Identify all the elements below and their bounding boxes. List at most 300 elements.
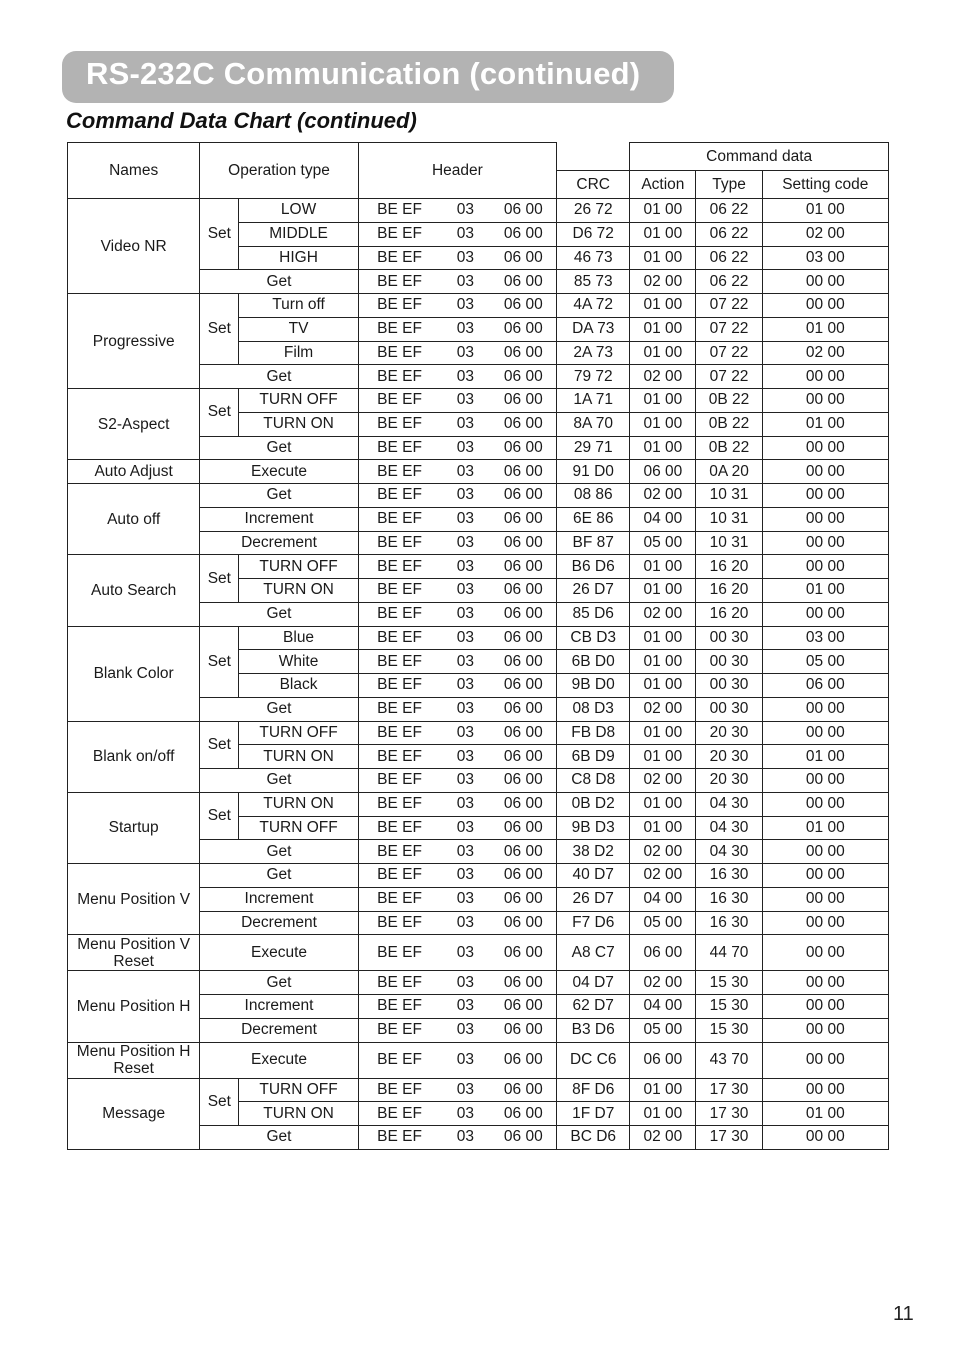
setting-code-value: 01 00 <box>762 1102 888 1126</box>
operation-set: Set <box>200 721 239 769</box>
header-byte-1: BE EF <box>358 864 440 888</box>
setting-code-value: 01 00 <box>762 745 888 769</box>
action-value: 01 00 <box>630 721 696 745</box>
header-byte-2: 03 <box>440 294 490 318</box>
setting-code-value: 00 00 <box>762 555 888 579</box>
action-value: 01 00 <box>630 199 696 223</box>
type-value: 17 30 <box>696 1102 762 1126</box>
crc-value: 29 71 <box>557 436 630 460</box>
operation-set: Set <box>200 389 239 437</box>
table-row <box>68 935 889 971</box>
header-byte-3: 06 00 <box>490 864 556 888</box>
action-value: 04 00 <box>630 995 696 1019</box>
table-row <box>68 555 889 579</box>
header-byte-3: 06 00 <box>490 626 556 650</box>
header-byte-2: 03 <box>440 650 490 674</box>
setting-code-value: 00 00 <box>762 365 888 389</box>
header-byte-3: 06 00 <box>490 721 556 745</box>
header-byte-2: 03 <box>440 792 490 816</box>
header-byte-3: 06 00 <box>490 816 556 840</box>
header-command-data: Command data <box>630 143 889 171</box>
setting-code-value: 00 00 <box>762 436 888 460</box>
operation-value: TURN OFF <box>239 816 358 840</box>
command-name: Message <box>68 1078 200 1149</box>
header-byte-2: 03 <box>440 1042 490 1078</box>
type-value: 16 30 <box>696 911 762 935</box>
crc-value: B6 D6 <box>557 555 630 579</box>
type-value: 00 30 <box>696 674 762 698</box>
action-value: 05 00 <box>630 1018 696 1042</box>
crc-value: 85 73 <box>557 270 630 294</box>
setting-code-value: 02 00 <box>762 222 888 246</box>
type-value: 0B 22 <box>696 436 762 460</box>
header-byte-3: 06 00 <box>490 745 556 769</box>
header-byte-3: 06 00 <box>490 995 556 1019</box>
table-row <box>68 1078 889 1102</box>
operation-value: TURN OFF <box>239 721 358 745</box>
header-byte-1: BE EF <box>358 935 440 971</box>
type-value: 20 30 <box>696 745 762 769</box>
header-byte-1: BE EF <box>358 1078 440 1102</box>
operation-type: Increment <box>200 995 358 1019</box>
setting-code-value: 00 00 <box>762 840 888 864</box>
setting-code-value: 00 00 <box>762 294 888 318</box>
header-crc: CRC <box>557 171 630 199</box>
header-byte-3: 06 00 <box>490 1126 556 1150</box>
operation-type: Get <box>200 602 358 626</box>
header-byte-3: 06 00 <box>490 840 556 864</box>
setting-code-value: 00 00 <box>762 507 888 531</box>
command-name: S2-Aspect <box>68 389 200 460</box>
header-byte-1: BE EF <box>358 911 440 935</box>
header-byte-1: BE EF <box>358 294 440 318</box>
crc-value: 6E 86 <box>557 507 630 531</box>
setting-code-value: 00 00 <box>762 602 888 626</box>
operation-set: Set <box>200 626 239 697</box>
crc-value: 26 D7 <box>557 887 630 911</box>
operation-type: Execute <box>200 460 358 484</box>
crc-value: A8 C7 <box>557 935 630 971</box>
action-value: 01 00 <box>630 341 696 365</box>
action-value: 01 00 <box>630 1102 696 1126</box>
command-name: Startup <box>68 792 200 863</box>
setting-code-value: 00 00 <box>762 887 888 911</box>
header-byte-3: 06 00 <box>490 389 556 413</box>
header-byte-3: 06 00 <box>490 412 556 436</box>
header-byte-2: 03 <box>440 1126 490 1150</box>
section-subtitle: Command Data Chart (continued) <box>66 108 417 133</box>
action-value: 06 00 <box>630 935 696 971</box>
action-value: 02 00 <box>630 602 696 626</box>
crc-value: 04 D7 <box>557 971 630 995</box>
header-byte-3: 06 00 <box>490 769 556 793</box>
header-byte-3: 06 00 <box>490 935 556 971</box>
header-byte-3: 06 00 <box>490 579 556 603</box>
type-value: 06 22 <box>696 199 762 223</box>
operation-value: TURN ON <box>239 745 358 769</box>
operation-type: Get <box>200 971 358 995</box>
operation-value: Turn off <box>239 294 358 318</box>
command-name: Blank on/off <box>68 721 200 792</box>
type-value: 17 30 <box>696 1126 762 1150</box>
action-value: 02 00 <box>630 769 696 793</box>
header-byte-2: 03 <box>440 317 490 341</box>
command-data-table <box>67 142 889 1150</box>
operation-type: Get <box>200 270 358 294</box>
header-byte-3: 06 00 <box>490 222 556 246</box>
type-value: 44 70 <box>696 935 762 971</box>
action-value: 01 00 <box>630 412 696 436</box>
setting-code-value: 00 00 <box>762 911 888 935</box>
setting-code-value: 05 00 <box>762 650 888 674</box>
type-value: 00 30 <box>696 626 762 650</box>
action-value: 01 00 <box>630 294 696 318</box>
header-byte-3: 06 00 <box>490 460 556 484</box>
operation-set: Set <box>200 294 239 365</box>
header-byte-1: BE EF <box>358 365 440 389</box>
header-byte-1: BE EF <box>358 887 440 911</box>
type-value: 15 30 <box>696 995 762 1019</box>
crc-value: 4A 72 <box>557 294 630 318</box>
setting-code-value: 00 00 <box>762 270 888 294</box>
action-value: 05 00 <box>630 531 696 555</box>
operation-set: Set <box>200 555 239 603</box>
operation-type: Get <box>200 864 358 888</box>
operation-set: Set <box>200 199 239 270</box>
header-byte-2: 03 <box>440 995 490 1019</box>
header-byte-1: BE EF <box>358 602 440 626</box>
header-byte-2: 03 <box>440 246 490 270</box>
action-value: 01 00 <box>630 1078 696 1102</box>
crc-value: 8F D6 <box>557 1078 630 1102</box>
header-byte-1: BE EF <box>358 507 440 531</box>
type-value: 0A 20 <box>696 460 762 484</box>
action-value: 02 00 <box>630 971 696 995</box>
action-value: 02 00 <box>630 270 696 294</box>
operation-value: TV <box>239 317 358 341</box>
type-value: 00 30 <box>696 650 762 674</box>
command-name-line-2: Reset <box>113 1060 154 1077</box>
header-byte-1: BE EF <box>358 579 440 603</box>
action-value: 01 00 <box>630 816 696 840</box>
header-byte-2: 03 <box>440 864 490 888</box>
header-byte-2: 03 <box>440 507 490 531</box>
setting-code-value: 00 00 <box>762 792 888 816</box>
crc-value: D6 72 <box>557 222 630 246</box>
crc-value: 8A 70 <box>557 412 630 436</box>
operation-type: Decrement <box>200 1018 358 1042</box>
type-value: 04 30 <box>696 792 762 816</box>
header-byte-3: 06 00 <box>490 602 556 626</box>
operation-value: Film <box>239 341 358 365</box>
header-byte-2: 03 <box>440 840 490 864</box>
header-row-1 <box>68 143 889 171</box>
command-name: Menu Position V <box>68 864 200 935</box>
header-byte-3: 06 00 <box>490 436 556 460</box>
header-byte-1: BE EF <box>358 650 440 674</box>
header-byte-1: BE EF <box>358 816 440 840</box>
header-byte-2: 03 <box>440 626 490 650</box>
action-value: 01 00 <box>630 579 696 603</box>
header-byte-1: BE EF <box>358 460 440 484</box>
header-byte-2: 03 <box>440 697 490 721</box>
header-byte-2: 03 <box>440 270 490 294</box>
header-byte-1: BE EF <box>358 995 440 1019</box>
setting-code-value: 00 00 <box>762 769 888 793</box>
header-byte-3: 06 00 <box>490 1102 556 1126</box>
action-value: 02 00 <box>630 365 696 389</box>
title-banner <box>62 51 674 103</box>
header-byte-2: 03 <box>440 887 490 911</box>
command-name <box>68 935 200 971</box>
action-value: 02 00 <box>630 864 696 888</box>
crc-value: 26 D7 <box>557 579 630 603</box>
header-byte-1: BE EF <box>358 971 440 995</box>
header-byte-2: 03 <box>440 602 490 626</box>
action-value: 01 00 <box>630 674 696 698</box>
crc-value: F7 D6 <box>557 911 630 935</box>
table-row <box>68 626 889 650</box>
header-byte-2: 03 <box>440 579 490 603</box>
operation-value: HIGH <box>239 246 358 270</box>
header-type: Type <box>696 171 762 199</box>
operation-value: MIDDLE <box>239 222 358 246</box>
header-byte-1: BE EF <box>358 840 440 864</box>
type-value: 0B 22 <box>696 412 762 436</box>
command-name-line-1: Menu Position V <box>77 935 191 953</box>
type-value: 15 30 <box>696 1018 762 1042</box>
operation-type: Get <box>200 840 358 864</box>
header-byte-1: BE EF <box>358 674 440 698</box>
crc-value: 2A 73 <box>557 341 630 365</box>
crc-value: 79 72 <box>557 365 630 389</box>
header-byte-2: 03 <box>440 436 490 460</box>
action-value: 01 00 <box>630 555 696 579</box>
crc-value: 91 D0 <box>557 460 630 484</box>
header-byte-3: 06 00 <box>490 365 556 389</box>
table-row <box>68 389 889 413</box>
type-value: 20 30 <box>696 721 762 745</box>
action-value: 02 00 <box>630 1126 696 1150</box>
type-value: 20 30 <box>696 769 762 793</box>
header-byte-1: BE EF <box>358 697 440 721</box>
action-value: 04 00 <box>630 887 696 911</box>
setting-code-value: 00 00 <box>762 995 888 1019</box>
header-byte-2: 03 <box>440 816 490 840</box>
action-value: 06 00 <box>630 460 696 484</box>
type-value: 10 31 <box>696 507 762 531</box>
header-byte-1: BE EF <box>358 341 440 365</box>
crc-value: C8 D8 <box>557 769 630 793</box>
header-byte-3: 06 00 <box>490 887 556 911</box>
header-byte-1: BE EF <box>358 721 440 745</box>
header-byte-1: BE EF <box>358 1042 440 1078</box>
operation-type: Increment <box>200 507 358 531</box>
action-value: 05 00 <box>630 911 696 935</box>
action-value: 01 00 <box>630 626 696 650</box>
header-byte-2: 03 <box>440 721 490 745</box>
type-value: 16 20 <box>696 602 762 626</box>
setting-code-value: 02 00 <box>762 341 888 365</box>
header-operation-type: Operation type <box>200 143 358 199</box>
setting-code-value: 00 00 <box>762 721 888 745</box>
header-byte-2: 03 <box>440 460 490 484</box>
header-byte-2: 03 <box>440 769 490 793</box>
type-value: 04 30 <box>696 840 762 864</box>
type-value: 0B 22 <box>696 389 762 413</box>
crc-value: 38 D2 <box>557 840 630 864</box>
action-value: 01 00 <box>630 317 696 341</box>
operation-value: TURN OFF <box>239 1078 358 1102</box>
header-byte-3: 06 00 <box>490 792 556 816</box>
setting-code-value: 00 00 <box>762 935 888 971</box>
command-name: Menu Position H <box>68 971 200 1042</box>
header-byte-2: 03 <box>440 222 490 246</box>
header-names: Names <box>68 143 200 199</box>
command-name: Auto Search <box>68 555 200 626</box>
crc-value: BC D6 <box>557 1126 630 1150</box>
type-value: 06 22 <box>696 222 762 246</box>
crc-value: 1F D7 <box>557 1102 630 1126</box>
command-name-line-2: Reset <box>113 952 154 970</box>
crc-value: 46 73 <box>557 246 630 270</box>
command-name: Progressive <box>68 294 200 389</box>
header-byte-2: 03 <box>440 389 490 413</box>
header-byte-1: BE EF <box>358 1102 440 1126</box>
crc-value: DA 73 <box>557 317 630 341</box>
header-byte-3: 06 00 <box>490 484 556 508</box>
type-value: 06 22 <box>696 270 762 294</box>
header-setting-code: Setting code <box>762 171 888 199</box>
action-value: 02 00 <box>630 697 696 721</box>
setting-code-value: 00 00 <box>762 1018 888 1042</box>
operation-type: Decrement <box>200 911 358 935</box>
header-byte-3: 06 00 <box>490 246 556 270</box>
header-byte-3: 06 00 <box>490 1078 556 1102</box>
type-value: 07 22 <box>696 341 762 365</box>
crc-value: 40 D7 <box>557 864 630 888</box>
type-value: 16 20 <box>696 579 762 603</box>
table-row <box>68 792 889 816</box>
operation-value: LOW <box>239 199 358 223</box>
operation-type: Execute <box>200 1042 358 1078</box>
command-name: Auto off <box>68 484 200 555</box>
action-value: 06 00 <box>630 1042 696 1078</box>
header-byte-1: BE EF <box>358 1126 440 1150</box>
header-byte-2: 03 <box>440 484 490 508</box>
header-byte-2: 03 <box>440 365 490 389</box>
setting-code-value: 00 00 <box>762 1126 888 1150</box>
setting-code-value: 00 00 <box>762 389 888 413</box>
setting-code-value: 00 00 <box>762 484 888 508</box>
operation-value: TURN OFF <box>239 389 358 413</box>
header-byte-1: BE EF <box>358 1018 440 1042</box>
operation-value: TURN ON <box>239 1102 358 1126</box>
setting-code-value: 01 00 <box>762 816 888 840</box>
setting-code-value: 01 00 <box>762 412 888 436</box>
type-value: 07 22 <box>696 365 762 389</box>
table-row <box>68 721 889 745</box>
header-byte-3: 06 00 <box>490 911 556 935</box>
header-byte-2: 03 <box>440 745 490 769</box>
table-row <box>68 294 889 318</box>
header-byte-2: 03 <box>440 1078 490 1102</box>
type-value: 04 30 <box>696 816 762 840</box>
type-value: 07 22 <box>696 317 762 341</box>
header-byte-3: 06 00 <box>490 555 556 579</box>
type-value: 43 70 <box>696 1042 762 1078</box>
setting-code-value: 01 00 <box>762 579 888 603</box>
header-byte-2: 03 <box>440 1102 490 1126</box>
crc-value: CB D3 <box>557 626 630 650</box>
operation-type: Increment <box>200 887 358 911</box>
crc-value: 62 D7 <box>557 995 630 1019</box>
type-value: 17 30 <box>696 1078 762 1102</box>
operation-value: TURN ON <box>239 412 358 436</box>
setting-code-value: 00 00 <box>762 1078 888 1102</box>
header-byte-1: BE EF <box>358 436 440 460</box>
header-byte-1: BE EF <box>358 769 440 793</box>
setting-code-value: 00 00 <box>762 864 888 888</box>
header-crc-spacer <box>557 143 630 171</box>
operation-set: Set <box>200 1078 239 1126</box>
operation-type: Execute <box>200 935 358 971</box>
setting-code-value: 03 00 <box>762 626 888 650</box>
table-row <box>68 864 889 888</box>
type-value: 07 22 <box>696 294 762 318</box>
header-byte-3: 06 00 <box>490 294 556 318</box>
command-name-line-1: Menu Position H <box>76 1043 191 1060</box>
table-row <box>68 971 889 995</box>
header-byte-1: BE EF <box>358 555 440 579</box>
table-row <box>68 1042 889 1078</box>
header-action: Action <box>630 171 696 199</box>
type-value: 15 30 <box>696 971 762 995</box>
header-byte-1: BE EF <box>358 270 440 294</box>
header-byte-2: 03 <box>440 341 490 365</box>
action-value: 01 00 <box>630 389 696 413</box>
setting-code-value: 01 00 <box>762 317 888 341</box>
action-value: 01 00 <box>630 222 696 246</box>
header-byte-3: 06 00 <box>490 317 556 341</box>
header-byte-3: 06 00 <box>490 199 556 223</box>
table-row <box>68 460 889 484</box>
type-value: 10 31 <box>696 484 762 508</box>
header-byte-1: BE EF <box>358 389 440 413</box>
crc-value: DC C6 <box>557 1042 630 1078</box>
crc-value: 08 D3 <box>557 697 630 721</box>
header-byte-3: 06 00 <box>490 270 556 294</box>
header-byte-2: 03 <box>440 412 490 436</box>
setting-code-value: 03 00 <box>762 246 888 270</box>
setting-code-value: 06 00 <box>762 674 888 698</box>
crc-value: 9B D3 <box>557 816 630 840</box>
action-value: 02 00 <box>630 840 696 864</box>
type-value: 16 20 <box>696 555 762 579</box>
command-name: Blank Color <box>68 626 200 721</box>
header-byte-3: 06 00 <box>490 341 556 365</box>
header-byte-2: 03 <box>440 1018 490 1042</box>
crc-value: 9B D0 <box>557 674 630 698</box>
operation-value: White <box>239 650 358 674</box>
operation-value: Blue <box>239 626 358 650</box>
header-byte-1: BE EF <box>358 484 440 508</box>
type-value: 06 22 <box>696 246 762 270</box>
header-byte-2: 03 <box>440 531 490 555</box>
table-row <box>68 484 889 508</box>
operation-value: TURN ON <box>239 579 358 603</box>
header-byte-2: 03 <box>440 935 490 971</box>
